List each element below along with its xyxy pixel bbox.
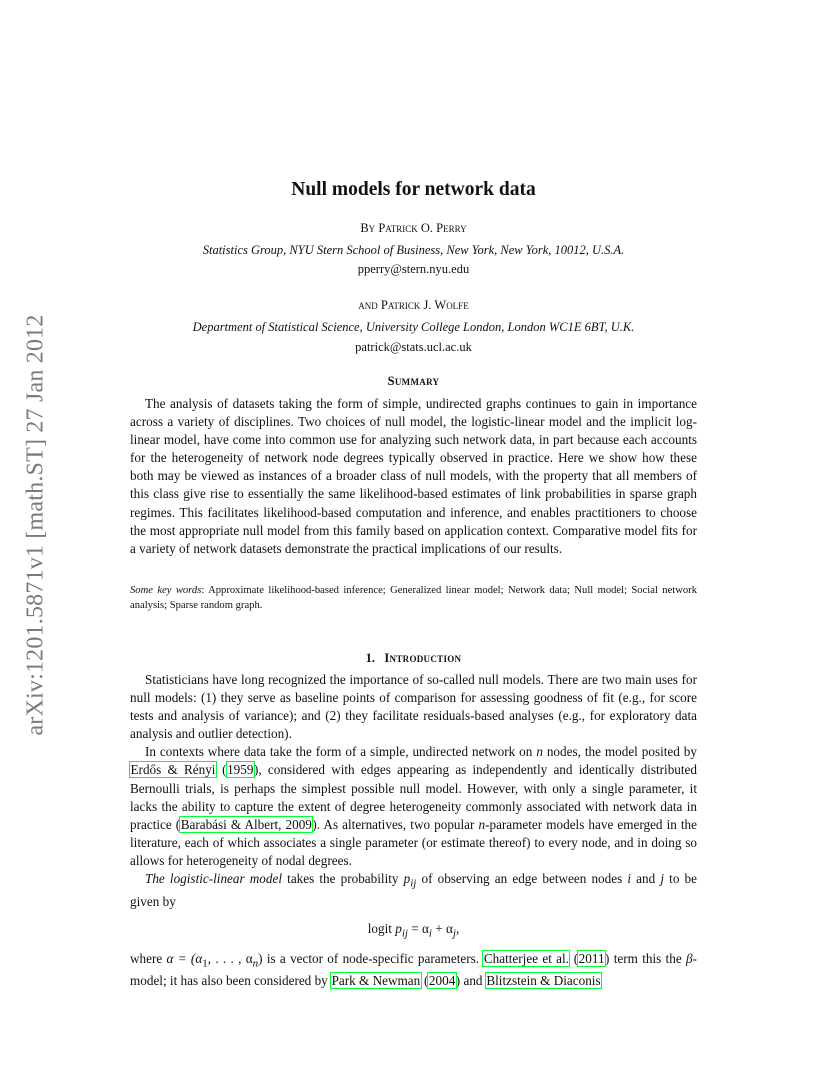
math-beta: β: [685, 950, 693, 966]
summary-text: The analysis of datasets taking the form of simple, undirected graphs continues to gain in importance across a variety of disciplines. Two choices of null model, the logistic-linear model and the implicit log-linear model, have come into common use for analyzing such network data, in part because each accounts for the heterogeneity of network node degrees typically observed in practice. Here we show how these both may be viewed as instances of a broader class of null models, with the property that all members of this class give rise to essentially the same likelihood-based estimates of link probabilities in sparse graph regimes. This facilitates likelihood-based computation and inference, and enables practitioners to choose the most appropriate null model from this family based on application context. Comparative model fits for a variety of network datasets demonstrate the practical implications of our results.: [130, 396, 697, 556]
author-2-name: Patrick J. Wolfe: [380, 298, 469, 312]
citation-erdos-renyi-year[interactable]: 1959: [227, 762, 254, 778]
citation-chatterjee-year[interactable]: 2011: [578, 950, 605, 966]
summary-heading: Summary: [387, 374, 440, 388]
author-1-affiliation: Statistics Group, NYU Stern School of Business, New York, New York, 10012, U.S.A.: [202, 243, 625, 257]
author-2-email[interactable]: patrick@stats.ucl.ac.uk: [355, 340, 472, 354]
intro-paragraph-3: The logistic-linear model takes the probability $p_{ij}$ of observing an edge between nodes i and j to be given by: [130, 871, 698, 909]
citation-chatterjee[interactable]: Chatterjee et al.: [483, 950, 569, 966]
introduction-body: [130, 671, 697, 990]
math-n-parameter: n: [478, 816, 486, 832]
key-words-text: Approximate likelihood-based inference; Generalized linear model; Network data; Null model; Social network analysis; Sparse random graph.: [130, 585, 697, 611]
math-alpha-vector: $\alpha = (\alpha_1$, . . . , $\alpha_n$): [166, 950, 263, 970]
citation-blitzstein-diaconis[interactable]: Blitzstein & Diaconis: [486, 973, 601, 989]
intro-paragraph-2: In contexts where data take the form of a simple, undirected network on n nodes, the model posited by Erdős & Rényi (1959), considered with edges appearing as independently and identically distributed Bernoulli trials, is perhaps the simplest possible null model. However, with only a single parameter, it lacks the ability to capture the extent of degree heterogeneity commonly associated with network data in practice (Barabási & Albert, 2009). As alternatives, two popular n-parameter models have emerged in the literature, each of which associates a single parameter (or estimate thereof) to every node, and in doing so allows for heterogeneity of nodal degrees.: [130, 744, 698, 868]
author-1-name: Patrick O. Perry: [378, 221, 467, 235]
math-n: n: [536, 744, 543, 760]
author-1: [130, 221, 697, 236]
citation-park-newman-year[interactable]: 2004: [428, 973, 456, 989]
math-i: i: [627, 871, 632, 887]
key-words: Some key words: Approximate likelihood-based inference; Generalized linear model; Network data; Null model; Social network analysis; Sparse random graph.: [130, 585, 697, 611]
author-2-prefix: and: [358, 298, 378, 312]
citation-park-newman[interactable]: Park & Newman: [331, 973, 421, 989]
citation-barabasi-albert[interactable]: Barabási & Albert, 2009: [180, 816, 312, 832]
section-heading: [130, 651, 697, 666]
section-number: 1.: [365, 651, 375, 665]
author-1-prefix: By: [360, 221, 376, 235]
author-1-email[interactable]: pperry@stern.nyu.edu: [357, 262, 470, 276]
key-words-label: Some key words: [130, 585, 202, 596]
author-2-affiliation: Department of Statistical Science, University College London, London WC1E 6BT, U.K.: [192, 320, 635, 334]
equation-logit: logit $p_{ij} = \alpha_i + \alpha_j$,: [367, 920, 460, 940]
intro-paragraph-4: where $\alpha = (\alpha_1$, . . . , $\alpha_n$) is a vector of node-specific parameters. Chatterjee et al. (2011) term this the β-model; it has also been considered by Park & Newman (2004) and Blitzstein & Diaconis: [130, 950, 697, 989]
citation-erdos-renyi[interactable]: Erdős & Rényi: [130, 762, 216, 778]
math-j: j: [660, 871, 665, 887]
arxiv-stamp-text: arXiv:1201.5871v1 [math.ST] 27 Jan 2012: [22, 314, 49, 736]
emphasis-logistic-linear: The logistic-linear model: [145, 871, 283, 887]
paper-title: Null models for network data: [291, 179, 536, 200]
math-p-ij: $p_{ij}$: [403, 871, 417, 890]
author-2: [130, 298, 697, 313]
section-title: Introduction: [384, 651, 462, 665]
intro-paragraph-1: Statisticians have long recognized the importance of so-called null models. There are two main uses for null models: (1) they serve as baseline points of comparison for assessing goodness of fit (e.g., for score tests and analysis of variance); and (2) they facilitate residuals-based analyses (e.g., for exploratory data analysis and outlier detection).: [130, 672, 697, 742]
arxiv-stamp: [24, 285, 48, 765]
